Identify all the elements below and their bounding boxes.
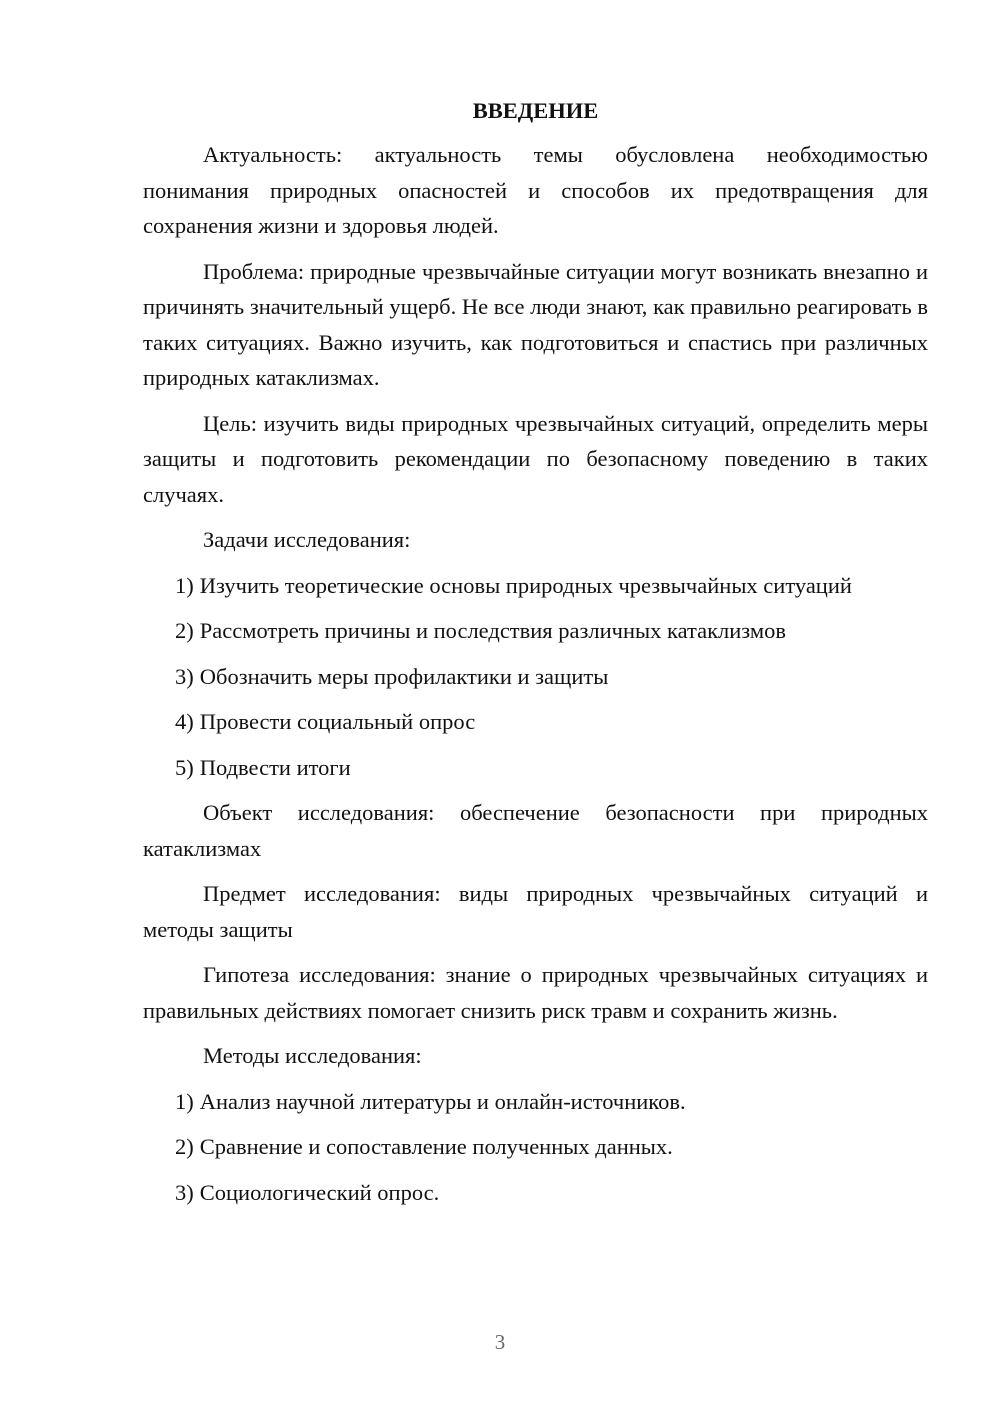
list-item (143, 750, 928, 786)
paragraph-problem: Проблема: природные чрезвычайные ситуации могут возникать внезапно и причинять значительный ущерб. Не все люди знают, как правильно реагировать в таких ситуациях. Важно изучить, как подготовиться и спастись при различных природных катаклизмах. (143, 258, 928, 390)
paragraph-subject: Предмет исследования: виды природных чрезвычайных ситуаций и методы защиты (143, 881, 928, 942)
list-item-text: Рассмотреть причины и последствия различных катаклизмов (199, 618, 786, 643)
list-item-number: 2) (175, 1134, 194, 1159)
list-item-number: 5) (175, 754, 194, 780)
list-item-number: 3) (175, 663, 194, 689)
list-item (143, 1129, 928, 1165)
list-item-text: Сравнение и сопоставление полученных данных. (199, 1134, 673, 1159)
list-item (143, 613, 928, 649)
list-item-text: Подвести итоги (199, 754, 351, 780)
list-item (143, 568, 928, 604)
tasks-heading: Задачи исследования: (203, 527, 411, 552)
methods-heading: Методы исследования: (203, 1043, 422, 1068)
list-item (143, 1084, 928, 1120)
list-item-number: 2) (175, 618, 194, 643)
list-item (143, 659, 928, 695)
list-item-text: Обозначить меры профилактики и защиты (199, 663, 609, 689)
list-item-text: Социологический опрос. (199, 1179, 440, 1205)
paragraph-relevance: Актуальность: актуальность темы обусловлена необходимостью понимания природных опасностей и способов их предотвращения для сохранения жизни и здоровья людей. (143, 142, 928, 238)
list-item-number: 4) (175, 709, 194, 734)
list-item-number: 1) (175, 1088, 194, 1114)
paragraph-hypothesis: Гипотеза исследования: знание о природных чрезвычайных ситуациях и правильных действиях помогает снизить риск травм и сохранить жизнь. (143, 962, 928, 1023)
list-item (143, 1175, 928, 1211)
list-item-text: Анализ научной литературы и онлайн-источников. (199, 1088, 686, 1114)
list-item-number: 3) (175, 1179, 194, 1205)
tasks-list (143, 568, 928, 786)
document-title: ВВЕДЕНИЕ (472, 98, 599, 123)
list-item-text: Провести социальный опрос (199, 709, 476, 734)
list-item-number: 1) (175, 572, 194, 598)
page-number: 3 (494, 1330, 506, 1354)
paragraph-object: Объект исследования: обеспечение безопасности при природных катаклизмах (143, 800, 928, 861)
paragraph-goal: Цель: изучить виды природных чрезвычайных ситуаций, определить меры защиты и подготовить рекомендации по безопасному поведению в таких случаях. (143, 410, 928, 507)
list-item (143, 704, 928, 740)
document-page (143, 96, 928, 1220)
list-item-text: Изучить теоретические основы природных чрезвычайных ситуаций (199, 572, 852, 598)
methods-list (143, 1084, 928, 1211)
